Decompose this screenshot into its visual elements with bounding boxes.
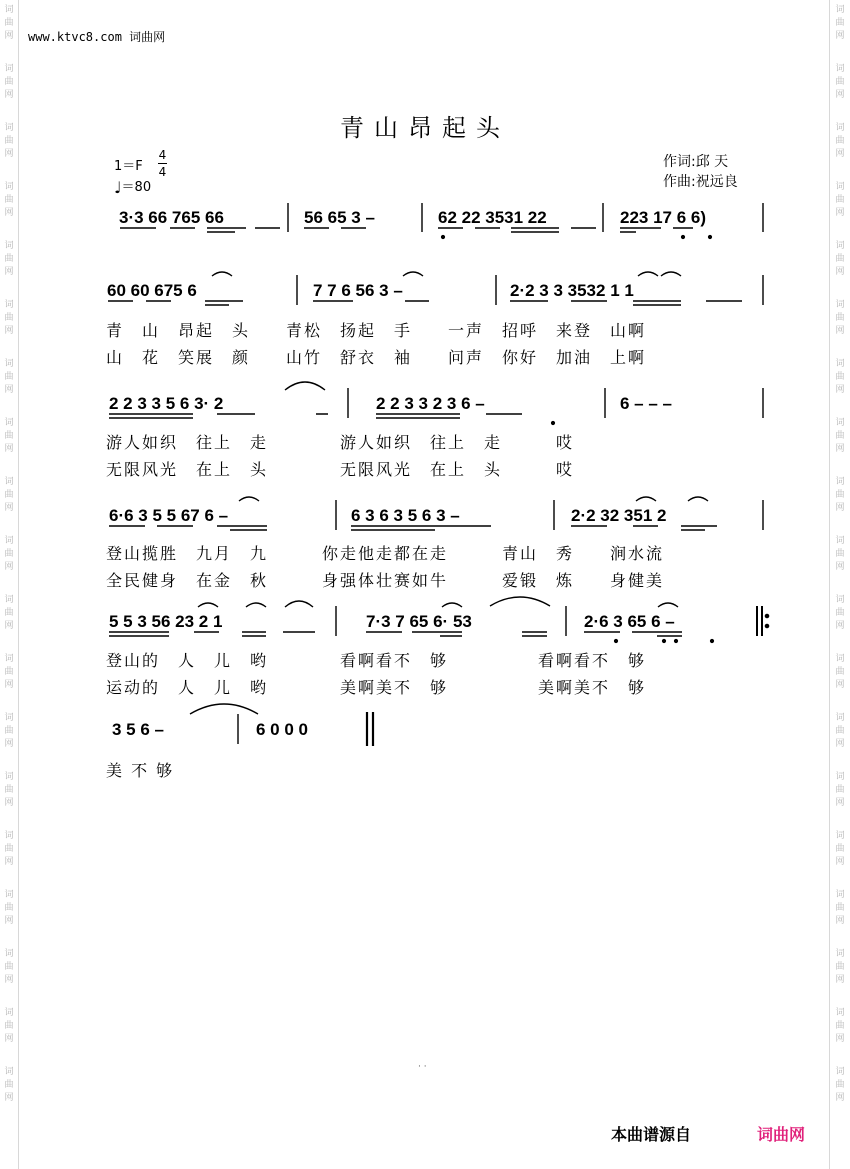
- watermark-mark: 词 曲 网: [4, 1008, 14, 1044]
- watermark-mark: 词 曲 网: [835, 772, 845, 808]
- watermark-mark: 词 曲 网: [4, 123, 14, 159]
- notation-line-5: 5 5 3 56 23 2 1: [109, 612, 223, 631]
- lyricist-credit: 作词:邱 天: [663, 154, 729, 170]
- watermark-mark: 词 曲 网: [4, 831, 14, 867]
- tempo-value: ＝80: [121, 180, 152, 195]
- watermark-mark: 词 曲 网: [835, 949, 845, 985]
- lyrics-line-4-verse-2: 全民健身 在金 秋 身强体壮赛如牛 爱锻 炼 身健美: [106, 571, 665, 590]
- score-line-6: [112, 704, 373, 746]
- notation-line-2c: 2·2 3 3 3532 1 1: [510, 281, 634, 300]
- watermark-mark: 词 曲 网: [4, 1067, 14, 1103]
- score-line-2: [107, 272, 763, 305]
- brand-logo-text[interactable]: 词曲网: [757, 1125, 806, 1144]
- notation-line-3b: 2 2 3 3 2 3 6 –: [376, 394, 485, 413]
- lyrics-line-2-verse-2: 山 花 笑展 颜 山竹 舒衣 袖 问声 你好 加油 上啊: [106, 348, 647, 367]
- notation-line-1b: 56 65 3 –: [304, 208, 375, 227]
- watermark-mark: 词 曲 网: [835, 5, 845, 41]
- score-line-3: [109, 382, 763, 424]
- source-label: 本曲谱源自: [611, 1125, 692, 1144]
- watermark-mark: 词 曲 网: [835, 418, 845, 454]
- watermark-mark: 词 曲 网: [835, 64, 845, 100]
- song-title: 青山昂起头: [340, 114, 510, 142]
- lyrics-line-4-verse-1: 登山揽胜 九月 九 你走他走都在走 青山 秀 涧水流: [106, 544, 665, 563]
- notation-line-4c: 2·2 32 351 2: [571, 506, 667, 525]
- time-signature-top: 4: [158, 148, 167, 162]
- watermark-mark: 词 曲 网: [835, 831, 845, 867]
- left-watermark-strip: [0, 0, 19, 1169]
- watermark-mark: 词 曲 网: [4, 5, 14, 41]
- site-url[interactable]: www.ktvc8.com 词曲网: [28, 30, 166, 44]
- watermark-mark: 词 曲 网: [835, 241, 845, 277]
- watermark-mark: 词 曲 网: [4, 300, 14, 336]
- watermark-mark: 词 曲 网: [835, 713, 845, 749]
- watermark-mark: 词 曲 网: [4, 182, 14, 218]
- key-signature: 1＝F: [114, 159, 143, 174]
- time-signature: [158, 148, 167, 179]
- watermark-mark: 词 曲 网: [835, 1067, 845, 1103]
- watermark-mark: 词 曲 网: [835, 123, 845, 159]
- watermark-mark: 词 曲 网: [835, 182, 845, 218]
- watermark-mark: 词 曲 网: [4, 890, 14, 926]
- notation-line-5b: 7·3 7 65 6· 53: [366, 612, 472, 631]
- watermark-mark: 词 曲 网: [4, 418, 14, 454]
- watermark-mark: 词 曲 网: [4, 949, 14, 985]
- score-line-4: [109, 497, 763, 530]
- notation-line-5c: 2·6 3 65 6 –: [584, 612, 675, 631]
- notation-line-1d: 223 17 6 6): [620, 208, 707, 227]
- watermark-mark: 词 曲 网: [4, 772, 14, 808]
- lyrics-line-2-verse-1: 青 山 昂起 头 青松 扬起 手 一声 招呼 来登 山啊: [106, 321, 647, 340]
- watermark-mark: 词 曲 网: [4, 536, 14, 572]
- time-signature-bottom: 4: [158, 165, 167, 179]
- watermark-mark: 词 曲 网: [835, 477, 845, 513]
- score-line-1: [119, 203, 763, 238]
- score-line-5: [109, 597, 769, 642]
- notation-line-2b: 7 7 6 56 3 –: [313, 281, 403, 300]
- lyrics-line-3-verse-2: 无限风光 在上 头 无限风光 在上 头 哎: [106, 460, 575, 479]
- notation-line-1: 3·3 66 765 66: [119, 208, 224, 227]
- notation-line-2: 60 60 675 6: [107, 281, 197, 300]
- watermark-mark: 词 曲 网: [4, 241, 14, 277]
- notation-line-6: 3 5 6 –: [112, 720, 164, 739]
- notation-line-6b: 6 0 0 0: [256, 720, 308, 739]
- page-mark: · ·: [418, 1062, 427, 1072]
- lyrics-line-3-verse-1: 游人如织 往上 走 游人如织 往上 走 哎: [106, 433, 575, 452]
- watermark-mark: 词 曲 网: [835, 1008, 845, 1044]
- notation-line-4b: 6 3 6 3 5 6 3 –: [351, 506, 460, 525]
- right-watermark-strip: [829, 0, 850, 1169]
- lyrics-line-5-verse-1: 登山的 人 儿 哟 看啊看不 够 看啊看不 够: [106, 651, 647, 670]
- tempo-marking: [114, 176, 151, 197]
- notation-line-1c: 62 22 3531 22: [438, 208, 547, 227]
- lyrics-line-6: 美 不 够: [106, 761, 175, 780]
- time-signature-bar: [158, 163, 167, 164]
- watermark-mark: 词 曲 网: [4, 359, 14, 395]
- watermark-mark: 词 曲 网: [835, 890, 845, 926]
- notation-line-4: 6·6 3 5 5 67 6 –: [109, 506, 229, 525]
- watermark-mark: 词 曲 网: [835, 300, 845, 336]
- quarter-note-icon: ♩: [114, 178, 122, 197]
- watermark-mark: 词 曲 网: [4, 477, 14, 513]
- credits: [663, 152, 738, 192]
- watermark-mark: 词 曲 网: [4, 713, 14, 749]
- watermark-mark: 词 曲 网: [4, 595, 14, 631]
- watermark-mark: 词 曲 网: [835, 536, 845, 572]
- watermark-mark: 词 曲 网: [4, 654, 14, 690]
- watermark-mark: 词 曲 网: [835, 595, 845, 631]
- watermark-mark: 词 曲 网: [835, 359, 845, 395]
- notation-line-3c: 6 – – –: [620, 394, 672, 413]
- watermark-mark: 词 曲 网: [835, 654, 845, 690]
- composer-credit: 作曲:祝远良: [663, 174, 738, 190]
- notation-line-3: 2 2 3 3 5 6 3· 2: [109, 394, 224, 413]
- watermark-mark: 词 曲 网: [4, 64, 14, 100]
- lyrics-line-5-verse-2: 运动的 人 儿 哟 美啊美不 够 美啊美不 够: [106, 678, 647, 697]
